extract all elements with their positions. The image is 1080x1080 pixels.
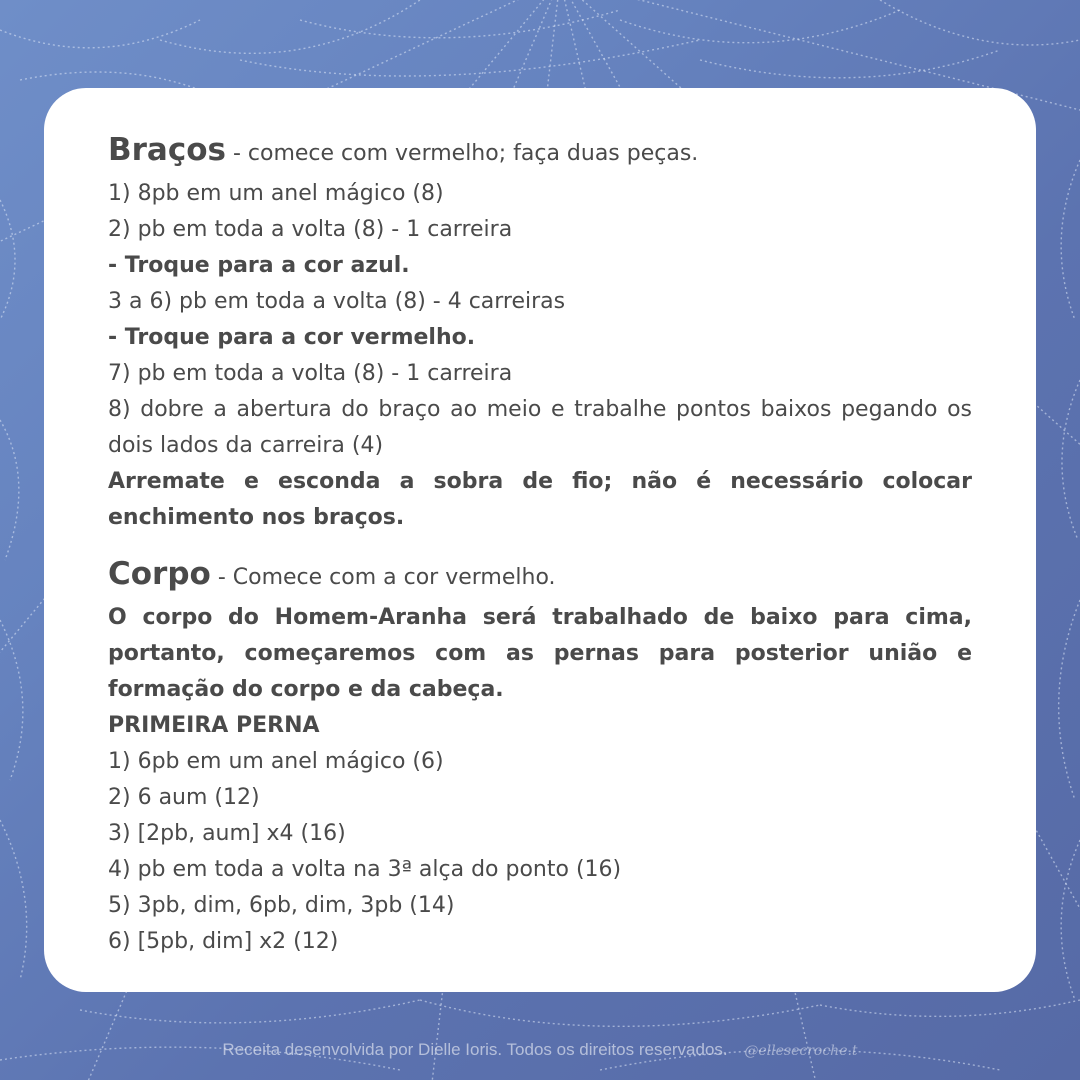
leg-step-4: 4) pb em toda a volta na 3ª alça do ponto (16): [108, 857, 622, 882]
arms-title: Braços: [108, 132, 226, 168]
arms-header: [108, 128, 972, 176]
leg-step-2: 2) 6 aum (12): [108, 785, 260, 810]
leg-step-1: 1) 6pb em um anel mágico (6): [108, 749, 444, 774]
arms-finishing-note: Arremate e esconda a sobra de fio; não é necessário colocar enchimento nos braços.: [108, 469, 972, 530]
arms-step-3-6: 3 a 6) pb em toda a volta (8) - 4 carreiras: [108, 289, 566, 314]
arms-step-7: 7) pb em toda a volta (8) - 1 carreira: [108, 361, 513, 386]
footer-signature: @ellesecroche.t: [744, 1043, 858, 1059]
arms-step-1: 1) 8pb em um anel mágico (8): [108, 181, 444, 206]
footer: [0, 1040, 1080, 1060]
arms-color-change-red: - Troque para a cor vermelho.: [108, 325, 476, 350]
body-subtitle: - Comece com a cor vermelho.: [210, 565, 556, 590]
recipe-content: [108, 128, 972, 960]
leg-step-6: 6) [5pb, dim] x2 (12): [108, 929, 339, 954]
arms-color-change-blue: - Troque para a cor azul.: [108, 253, 410, 278]
body-intro: O corpo do Homem-Aranha será trabalhado de baixo para cima, portanto, começaremos com as pernas para posterior união e formação do corpo e da cabeça.: [108, 605, 972, 702]
body-header: [108, 552, 972, 600]
arms-step-2: 2) pb em toda a volta (8) - 1 carreira: [108, 217, 513, 242]
leg-step-3: 3) [2pb, aum] x4 (16): [108, 821, 346, 846]
body-title: Corpo: [108, 556, 211, 592]
first-leg-heading: PRIMEIRA PERNA: [108, 713, 320, 738]
leg-step-5: 5) 3pb, dim, 6pb, dim, 3pb (14): [108, 893, 455, 918]
footer-credit: Receita desenvolvida por Dielle Ioris. Todos os direitos reservados.: [222, 1040, 728, 1059]
arms-subtitle: - comece com vermelho; faça duas peças.: [225, 141, 699, 166]
arms-step-8: 8) dobre a abertura do braço ao meio e trabalhe pontos baixos pegando os dois lados da carreira (4): [108, 397, 972, 458]
